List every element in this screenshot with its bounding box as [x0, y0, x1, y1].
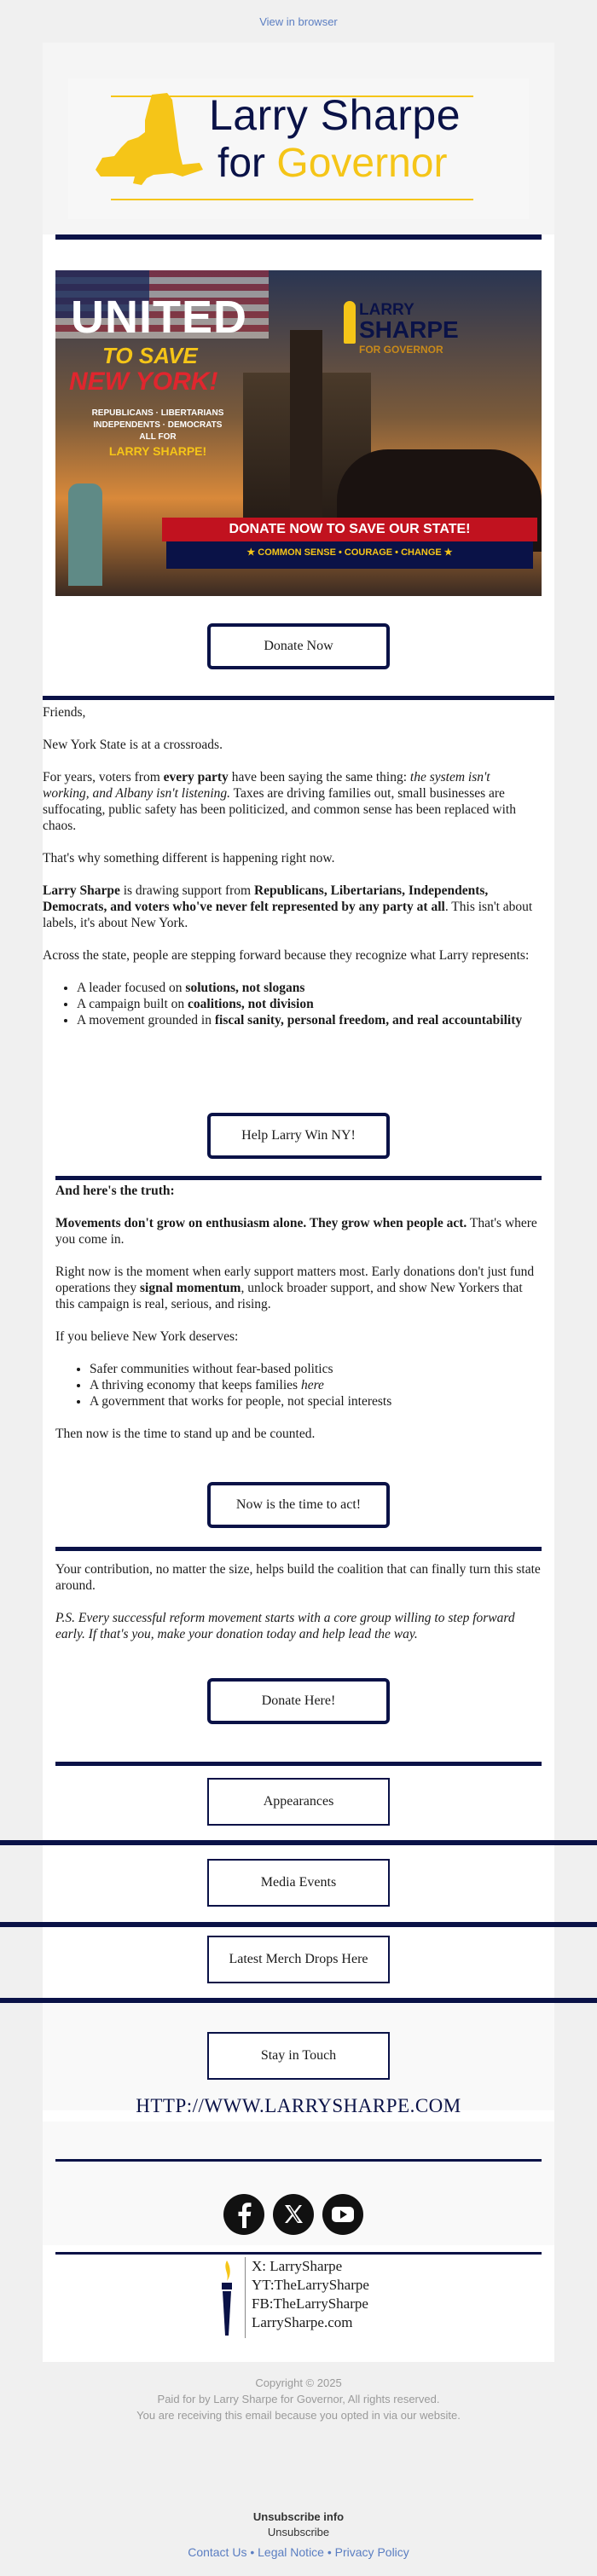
footer — [0, 2375, 597, 2423]
paid-for: Paid for by Larry Sharpe for Governor, All rights reserved. — [157, 2393, 440, 2405]
p3-c: Republicans, Libertarians, Independents, Democrats, and voters who've never felt represented by any party at all — [43, 883, 489, 914]
truth-section — [55, 1183, 537, 1442]
stay-in-touch-button[interactable]: Stay in Touch — [207, 2032, 390, 2080]
list-item-text: A government that works for people, not special interests — [90, 1394, 392, 1409]
truth-rest: That's where you come in. — [55, 1216, 537, 1247]
website-link[interactable]: HTTP://WWW.LARRYSHARPE.COM — [136, 2095, 461, 2116]
divider — [0, 1998, 597, 2003]
list-item — [77, 996, 537, 1012]
divider — [55, 1762, 542, 1766]
list-item-pre: A leader focused on — [77, 981, 186, 995]
truth-paragraph — [55, 1215, 537, 1247]
copyright: Copyright © 2025 — [255, 2376, 342, 2389]
handle-facebook[interactable]: FB:TheLarrySharpe — [252, 2295, 368, 2312]
banner-coalition-name: LARRY SHARPE! — [108, 444, 207, 458]
list-item-em: here — [300, 1378, 324, 1392]
list-item-pre: A movement grounded in — [77, 1013, 215, 1028]
paragraph-voters — [43, 769, 537, 834]
list-item — [77, 980, 537, 996]
x-glyph — [273, 2194, 314, 2235]
view-in-browser-link[interactable]: View in browser — [259, 15, 338, 28]
logo-bottom-line — [111, 199, 473, 200]
unsubscribe-link[interactable]: Unsubscribe — [267, 2526, 330, 2538]
paragraph-different: That's why something different is happening right now. — [43, 851, 335, 865]
banner-coalition-1: REPUBLICANS · LIBERTARIANS — [91, 408, 224, 418]
campaign-banner[interactable] — [55, 270, 542, 596]
crossroads-line: New York State is at a crossroads. — [43, 738, 223, 752]
banner-headline-2: TO SAVE — [102, 343, 198, 368]
list-item-pre: A campaign built on — [77, 997, 188, 1011]
list-item-bold: coalitions, not division — [188, 997, 314, 1011]
torch-logo-icon — [217, 2257, 236, 2338]
banner-headline-1: UNITED — [71, 292, 247, 343]
facebook-icon[interactable] — [223, 2194, 264, 2235]
appearances-button[interactable]: Appearances — [207, 1778, 390, 1826]
statue-silhouette — [68, 483, 102, 586]
logo-governor: Governor — [276, 141, 448, 186]
handle-site[interactable]: LarrySharpe.com — [252, 2314, 353, 2330]
footer-links — [0, 2545, 597, 2559]
p5-b: signal momentum — [140, 1281, 241, 1295]
banner-logo-sharpe: SHARPE — [359, 316, 459, 343]
donate-here-button[interactable]: Donate Here! — [207, 1678, 390, 1724]
p3-b: is drawing support from — [119, 883, 254, 898]
privacy-policy-link[interactable]: Privacy Policy — [334, 2545, 409, 2559]
banner-logo-gov: FOR GOVERNOR — [359, 344, 443, 356]
list-item — [77, 1012, 537, 1028]
p1-b: every party — [163, 770, 229, 784]
handle-youtube[interactable]: YT:TheLarrySharpe — [252, 2277, 369, 2293]
paragraph-support — [43, 883, 537, 931]
youtube-glyph — [322, 2194, 363, 2235]
list-item-bold: fiscal sanity, personal freedom, and real accountability — [214, 1013, 523, 1028]
paragraph-stand-up: Then now is the time to stand up and be counted. — [55, 1427, 316, 1441]
handles-divider — [245, 2257, 246, 2338]
banner-coalition-2: INDEPENDENTS · DEMOCRATS — [93, 420, 223, 430]
divider — [55, 234, 542, 240]
list-item — [90, 1393, 537, 1410]
handles-list — [252, 2257, 369, 2332]
torch-glyph — [217, 2257, 236, 2338]
banner-logo-torch-icon — [344, 301, 356, 344]
list-item — [90, 1361, 537, 1377]
paragraph-early-support — [55, 1264, 537, 1312]
p1-d: the system isn't working, and Albany isn't listening. — [43, 770, 490, 801]
handle-x[interactable]: X: LarrySharpe — [252, 2258, 343, 2274]
paragraph-deserves: If you believe New York deserves: — [55, 1329, 239, 1344]
banner-cta: DONATE NOW TO SAVE OUR STATE! — [162, 518, 537, 541]
x-icon[interactable] — [273, 2194, 314, 2235]
legal-notice-link[interactable]: Legal Notice — [258, 2545, 324, 2559]
logo-box — [68, 78, 529, 219]
email-body — [43, 704, 537, 1028]
divider — [55, 2159, 542, 2162]
p3-a: Larry Sharpe — [43, 883, 120, 898]
divider — [55, 1547, 542, 1551]
truth-heading — [55, 1183, 537, 1199]
postscript — [55, 1610, 542, 1642]
postscript-text: P.S. Every successful reform movement starts with a core group willing to step forward early. If that's you, make your donation today and help lead the way. — [55, 1611, 515, 1641]
help-larry-win-button[interactable]: Help Larry Win NY! — [207, 1113, 390, 1159]
header-card — [43, 43, 554, 234]
divider — [55, 1176, 542, 1180]
new-york-state-icon — [94, 91, 205, 189]
banner-headline-3: NEW YORK! — [69, 368, 218, 396]
logo-for: for — [217, 141, 266, 186]
p1-e: Taxes are driving families out, small businesses are suffocating, public safety has been politicized, and common sense has been replaced with chaos. — [43, 786, 516, 833]
qualities-list — [43, 980, 537, 1028]
unsubscribe-heading: Unsubscribe info — [252, 2510, 345, 2523]
list-item-bold: solutions, not slogans — [185, 981, 305, 995]
divider — [0, 1922, 597, 1927]
list-item-text: A thriving economy that keeps families — [90, 1378, 301, 1392]
p1-c: have been saying the same thing: — [228, 770, 410, 784]
banner-logo-larry: LARRY — [359, 301, 414, 319]
youtube-icon[interactable] — [322, 2194, 363, 2235]
merch-button[interactable]: Latest Merch Drops Here — [207, 1936, 390, 1983]
contact-us-link[interactable]: Contact Us — [188, 2545, 247, 2559]
time-to-act-button[interactable]: Now is the time to act! — [207, 1482, 390, 1528]
p1-a: For years, voters from — [43, 770, 164, 784]
deserves-list — [55, 1361, 537, 1410]
logo-title: Larry Sharpe — [209, 91, 461, 139]
list-item — [90, 1377, 537, 1393]
facebook-glyph — [223, 2194, 264, 2235]
truth-bold: Movements don't grow on enthusiasm alone. They grow when people act. — [55, 1216, 467, 1230]
logo-subtitle — [217, 140, 447, 187]
opted-in: You are receiving this email because you opted in via our website. — [136, 2409, 461, 2422]
divider — [43, 696, 554, 700]
media-events-button[interactable]: Media Events — [207, 1859, 390, 1907]
p5-c: , unlock broader support, and show New Yorkers that this campaign is real, serious, and rising. — [55, 1281, 523, 1311]
contribution-section — [55, 1561, 542, 1642]
list-item-text: Safer communities without fear-based politics — [90, 1362, 333, 1376]
banner-coalition-3: ALL FOR — [139, 432, 177, 442]
truth-heading-text: And here's the truth: — [55, 1184, 175, 1198]
p3-d: . This isn't about labels, it's about New York. — [43, 900, 533, 930]
divider — [0, 1840, 597, 1845]
p5-a: Right now is the moment when early support matters most. Early donations don't just fund operations they — [55, 1265, 535, 1295]
greeting: Friends, — [43, 705, 86, 720]
footer-sep: • — [327, 2545, 332, 2559]
banner-values: ★ COMMON SENSE • COURAGE • CHANGE ★ — [246, 547, 453, 558]
footer-sep: • — [250, 2545, 255, 2559]
paragraph-across-state: Across the state, people are stepping forward because they recognize what Larry represents: — [43, 948, 530, 963]
paragraph-contribution: Your contribution, no matter the size, helps build the coalition that can finally turn this state around. — [55, 1562, 541, 1593]
donate-now-button[interactable]: Donate Now — [207, 623, 390, 669]
